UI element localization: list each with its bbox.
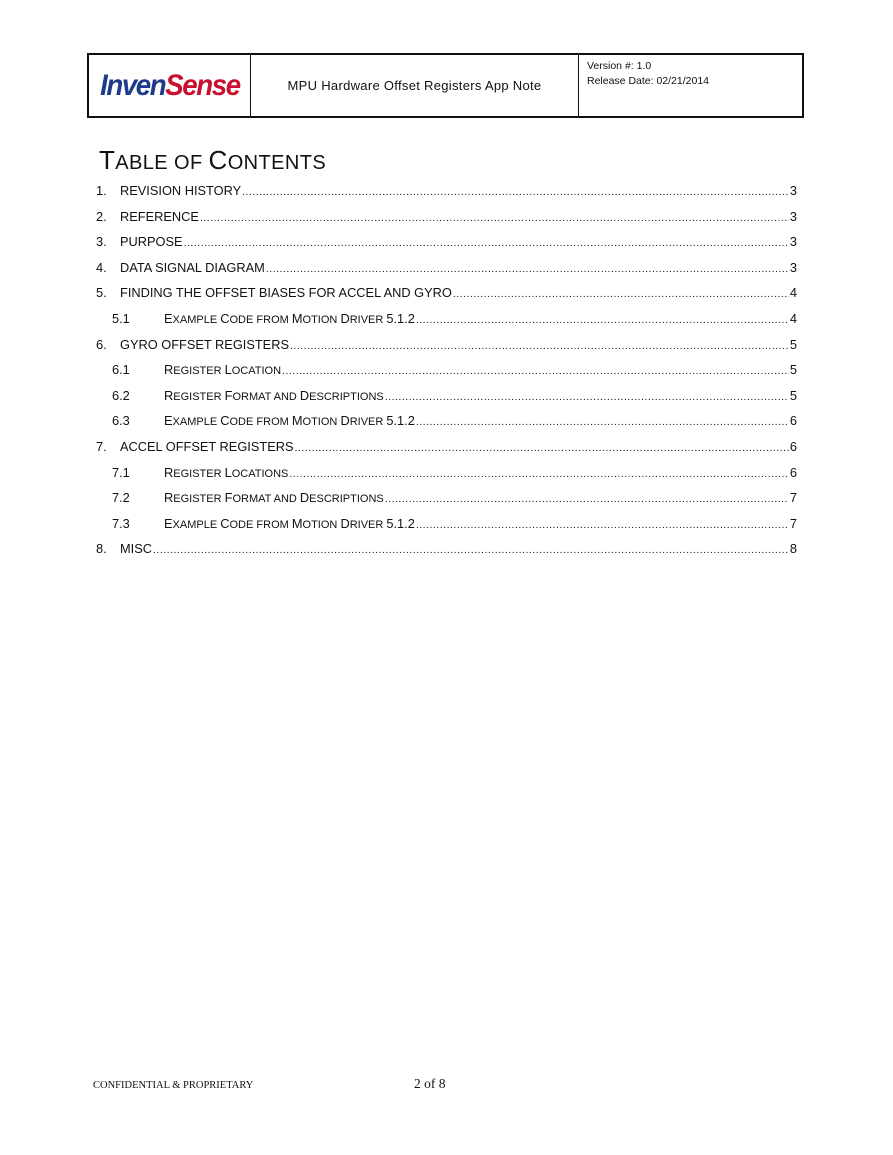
toc-dot-leader bbox=[385, 388, 789, 403]
toc-entry-page: 8 bbox=[789, 541, 797, 557]
toc-entry-label[interactable]: REFERENCE bbox=[120, 208, 199, 224]
toc-entry[interactable] bbox=[96, 465, 797, 491]
toc-entry[interactable] bbox=[96, 362, 797, 388]
toc-entry-label[interactable]: ACCEL OFFSET REGISTERS bbox=[120, 438, 294, 454]
toc-entry-page: 4 bbox=[789, 310, 797, 326]
toc-list bbox=[96, 183, 797, 567]
toc-entry-page: 6 bbox=[789, 413, 797, 429]
toc-entry-number: 5.1 bbox=[112, 310, 130, 326]
invensense-logo bbox=[100, 69, 240, 103]
toc-entry-number: 8. bbox=[96, 541, 107, 557]
toc-dot-leader bbox=[282, 362, 789, 377]
toc-entry-page: 6 bbox=[789, 464, 797, 480]
toc-entry-label[interactable]: DATA SIGNAL DIAGRAM bbox=[120, 259, 265, 275]
toc-entry[interactable] bbox=[96, 388, 797, 414]
toc-entry-label[interactable]: EXAMPLE CODE FROM MOTION DRIVER 5.1.2 bbox=[164, 310, 415, 326]
toc-dot-leader bbox=[184, 234, 789, 249]
logo-text-inven: Inven bbox=[99, 68, 165, 102]
toc-heading-cap-c: C bbox=[208, 145, 228, 175]
toc-entry-page: 7 bbox=[789, 515, 797, 531]
logo-text-sense: Sense bbox=[164, 68, 240, 102]
toc-entry-page: 3 bbox=[789, 208, 797, 224]
toc-entry[interactable] bbox=[96, 516, 797, 542]
toc-entry-label[interactable]: REGISTER FORMAT AND DESCRIPTIONS bbox=[164, 490, 384, 506]
toc-entry-label[interactable]: REVISION HISTORY bbox=[120, 183, 242, 198]
toc-entry-number: 7.2 bbox=[112, 490, 130, 506]
toc-entry-number: 1. bbox=[96, 183, 107, 198]
toc-entry-label[interactable]: GYRO OFFSET REGISTERS bbox=[120, 336, 289, 352]
toc-heading-part1: ABLE OF bbox=[115, 152, 209, 174]
toc-dot-leader bbox=[295, 439, 789, 454]
document-title: MPU Hardware Offset Registers App Note bbox=[251, 55, 579, 116]
toc-entry[interactable] bbox=[96, 541, 797, 567]
toc-dot-leader bbox=[200, 209, 789, 224]
toc-dot-leader bbox=[416, 311, 789, 326]
version-number: Version #: 1.0 bbox=[587, 60, 652, 72]
toc-heading-part2: ONTENTS bbox=[227, 152, 327, 174]
toc-dot-leader bbox=[266, 260, 789, 275]
toc-entry[interactable] bbox=[96, 311, 797, 337]
toc-entry-label[interactable]: PURPOSE bbox=[120, 234, 183, 250]
toc-entry-number: 3. bbox=[96, 234, 107, 250]
toc-entry-number: 7.1 bbox=[112, 464, 130, 480]
toc-dot-leader bbox=[290, 337, 789, 352]
toc-entry-number: 7.3 bbox=[112, 515, 130, 531]
toc-entry-label[interactable]: REGISTER LOCATIONS bbox=[164, 464, 289, 480]
toc-entry-page: 3 bbox=[789, 183, 797, 198]
toc-entry-page: 5 bbox=[789, 387, 797, 403]
toc-entry-number: 6.3 bbox=[112, 413, 130, 429]
toc-dot-leader bbox=[242, 183, 789, 198]
toc-entry-page: 5 bbox=[789, 362, 797, 378]
toc-dot-leader bbox=[416, 516, 789, 531]
toc-entry[interactable] bbox=[96, 337, 797, 363]
toc-entry[interactable] bbox=[96, 209, 797, 235]
toc-entry[interactable] bbox=[96, 234, 797, 260]
toc-heading bbox=[99, 145, 326, 176]
toc-entry-label[interactable]: EXAMPLE CODE FROM MOTION DRIVER 5.1.2 bbox=[164, 413, 415, 429]
toc-entry-number: 6.1 bbox=[112, 362, 130, 378]
toc-dot-leader bbox=[385, 490, 789, 505]
toc-entry-page: 3 bbox=[789, 259, 797, 275]
toc-entry-label[interactable]: MISC bbox=[120, 541, 152, 557]
toc-dot-leader bbox=[453, 285, 789, 300]
release-date: Release Date: 02/21/2014 bbox=[587, 75, 710, 87]
toc-dot-leader bbox=[153, 541, 789, 556]
toc-entry-number: 2. bbox=[96, 208, 107, 224]
toc-entry-page: 5 bbox=[789, 336, 797, 352]
toc-entry-number: 4. bbox=[96, 259, 107, 275]
toc-entry-number: 5. bbox=[96, 285, 107, 301]
toc-dot-leader bbox=[289, 465, 789, 480]
toc-entry-label[interactable]: FINDING THE OFFSET BIASES FOR ACCEL AND GYRO bbox=[120, 285, 452, 301]
toc-entry[interactable] bbox=[96, 183, 797, 209]
toc-entry-number: 7. bbox=[96, 438, 107, 454]
logo-cell bbox=[89, 55, 251, 116]
toc-entry[interactable] bbox=[96, 413, 797, 439]
document-header bbox=[87, 53, 804, 118]
toc-dot-leader bbox=[416, 413, 789, 428]
toc-entry-number: 6.2 bbox=[112, 387, 130, 403]
toc-entry-label[interactable]: REGISTER LOCATION bbox=[164, 362, 282, 378]
page-number: 2 of 8 bbox=[414, 1076, 446, 1091]
toc-entry-label[interactable]: EXAMPLE CODE FROM MOTION DRIVER 5.1.2 bbox=[164, 515, 415, 531]
toc-entry-page: 4 bbox=[789, 285, 797, 301]
toc-entry-page: 7 bbox=[789, 490, 797, 506]
toc-entry[interactable] bbox=[96, 285, 797, 311]
toc-entry[interactable] bbox=[96, 260, 797, 286]
toc-heading-cap-t: T bbox=[99, 145, 116, 175]
toc-entry-page: 3 bbox=[789, 234, 797, 250]
toc-entry-number: 6. bbox=[96, 336, 107, 352]
toc-entry-page: 6 bbox=[789, 438, 797, 454]
confidentiality-notice: CONFIDENTIAL & PROPRIETARY bbox=[93, 1080, 254, 1091]
toc-entry[interactable] bbox=[96, 439, 797, 465]
version-cell bbox=[579, 55, 802, 116]
toc-entry[interactable] bbox=[96, 490, 797, 516]
toc-entry-label[interactable]: REGISTER FORMAT AND DESCRIPTIONS bbox=[164, 387, 384, 403]
